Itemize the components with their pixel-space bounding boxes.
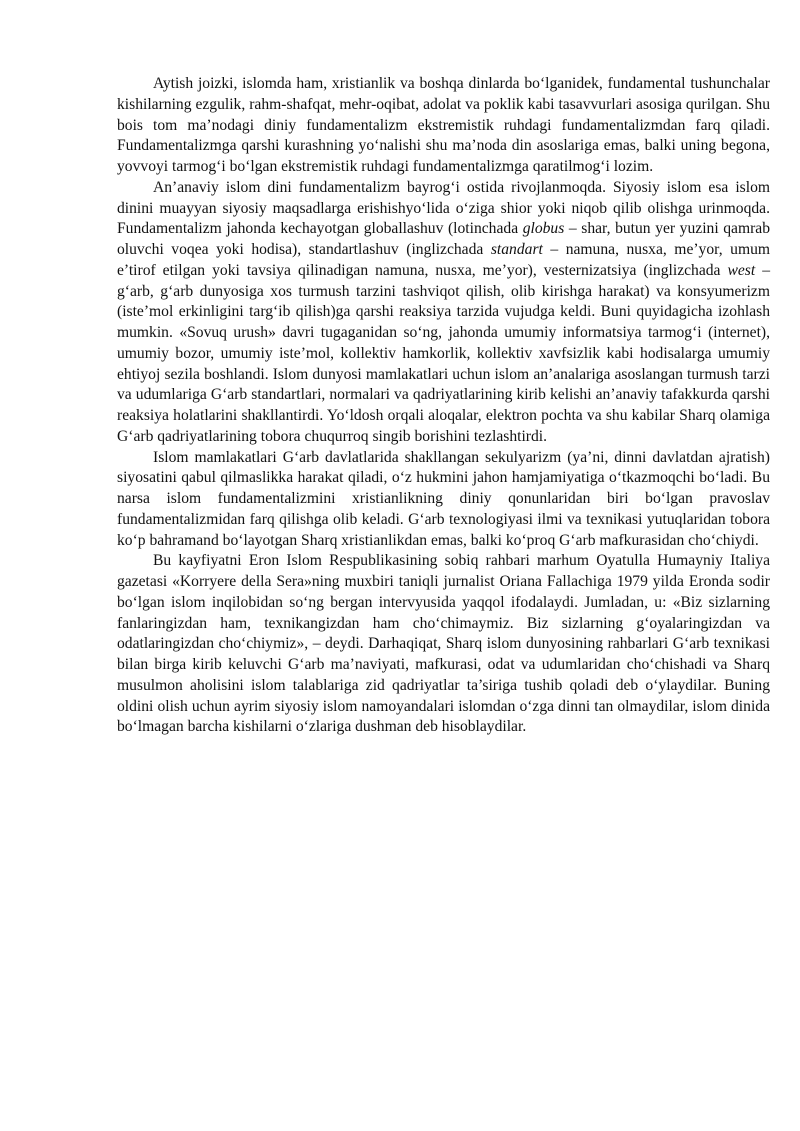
paragraph — [117, 448, 770, 552]
paragraph-text: An’anaviy islom dini fundamentalizm bayrog‘i ostida rivojlanmoqda. Siyosiy islom esa islom dinini muayyan siyosiy maqsadlarga erishishyo‘lida o‘ziga shior yoki niqob qilib olishga urinmoqda. Fundamentalizm jahonda kechayotgan globallashuv (lotinchada — [117, 178, 770, 238]
paragraph-text: – namuna, nusxa, me’yor, umum e’tirof etilgan yoki tavsiya qilinadigan namuna, nusxa, me’yor), vesternizatsiya (inglizchada — [117, 241, 770, 279]
paragraph-text: – shar, butun yer yuzini qamrab oluvchi voqea yoki hodisa), standartlashuv (inglizchada — [117, 220, 770, 258]
paragraph — [117, 551, 770, 738]
paragraph-text: Bu kayfiyatni Eron Islom Respublikasining sobiq rahbari marhum Oyatulla Humayniy Italiya gazetasi «Korryere della Sera»ning muxbiri taniqli jurnalist Oriana Fallachiga 1979 yilda Eronda sodir bo‘lgan islom inqilobidan so‘ng bergan intervyusida yaqqol ifodalaydi. Jumladan, u: «Biz sizlarning fanlaringizdan ham, texnikangizdan ham cho‘chimaymiz. Biz sizlarning g‘oyalaringizdan va odatlaringizdan cho‘chiymiz», – deydi. Darhaqiqat, Sharq islom dunyosining rahbarlari G‘arb texnikasi bilan birga kirib keluvchi G‘arb ma’naviyati, mafkurasi, odat va udumlaridan cho‘chishadi va Sharq musulmon aholisini islom talablariga zid qadriyatlar ta’siriga tushib qoladi deb o‘ylaydilar. Buning oldini olish uchun ayrim siyosiy islom namoyandalari islomdan o‘zga dinni tan olmaydilar, islom dinida bo‘lmagan barcha kishilarni o‘zlariga dushman deb hisoblaydilar. — [117, 552, 770, 736]
paragraph — [117, 178, 770, 448]
paragraph-text: – g‘arb, g‘arb dunyosiga xos turmush tarzini tashviqot qilish, olib kirishga harakat) va konsyumerizm (iste’mol erkinligini targ‘ib qilish)ga qarshi reaksiya tarzida vujudga keldi. Buni quyidagicha izohlash mumkin. «Sovuq urush» davri tugaganidan so‘ng, jahonda umumiy informatsiya tarmog‘i (internet), umumiy bozor, umumiy iste’mol, kollektiv hamkorlik, kollektiv xavfsizlik kabi hodisalarga umumiy ehtiyoj sezila boshlandi. Islom dunyosi mamlakatlari uchun islom an’analariga asoslangan turmush tarzi va udumlariga G‘arb standartlari, normalari va qadriyatlarining kirib kelishi an’anaviy tafakkurda qarshi reaksiya holatlarini shakllantirdi. Yo‘ldosh orqali aloqalar, elektron pochta va shu kabilar Sharq olamiga G‘arb qadriyatlarining tobora chuqurroq singib borishini tezlashtirdi. — [117, 261, 770, 445]
italic-term: standart — [490, 241, 543, 258]
document-page — [117, 74, 770, 738]
italic-term: west — [727, 261, 756, 279]
paragraph-text: Aytish joizki, islomda ham, xristianlik va boshqa dinlarda bo‘lganidek, fundamental tushunchalar kishilarning ezgulik, rahm-shafqat, mehr-oqibat, adolat va poklik kabi tasavvurlari asosiga qurilgan. Shu bois tom ma’nodagi diniy fundamentalizm ekstremistik ruhdagi fundamentalizmdan farq qiladi. Fundamentalizmga qarshi kurashning yo‘nalishi shu ma’noda din asoslariga emas, balki uning begona, yovvoyi tarmog‘i bo‘lgan ekstremistik ruhdagi fundamentalizmga qaratilmog‘i lozim. — [117, 75, 770, 175]
italic-term: globus — [522, 220, 565, 238]
paragraph — [117, 74, 770, 178]
paragraph-text: Islom mamlakatlari G‘arb davlatlarida shakllangan sekulyarizm (ya’ni, dinni davlatdan ajratish) siyosatini qabul qilmaslikka harakat qiladi, o‘z hukmini jahon hamjamiyatiga o‘tkazmoqchi bo‘ladi. Bu narsa islom fundamentalizmini xristianlikning diniy qonunlaridan biri bo‘lgan pravoslav fundamentalizmidan farq qilishga olib keladi. G‘arb texnologiyasi ilmi va texnikasi yutuqlaridan tobora ko‘p bahramand bo‘layotgan Sharq xristianlikdan emas, balki ko‘proq G‘arb mafkurasidan cho‘chiydi. — [117, 448, 770, 549]
